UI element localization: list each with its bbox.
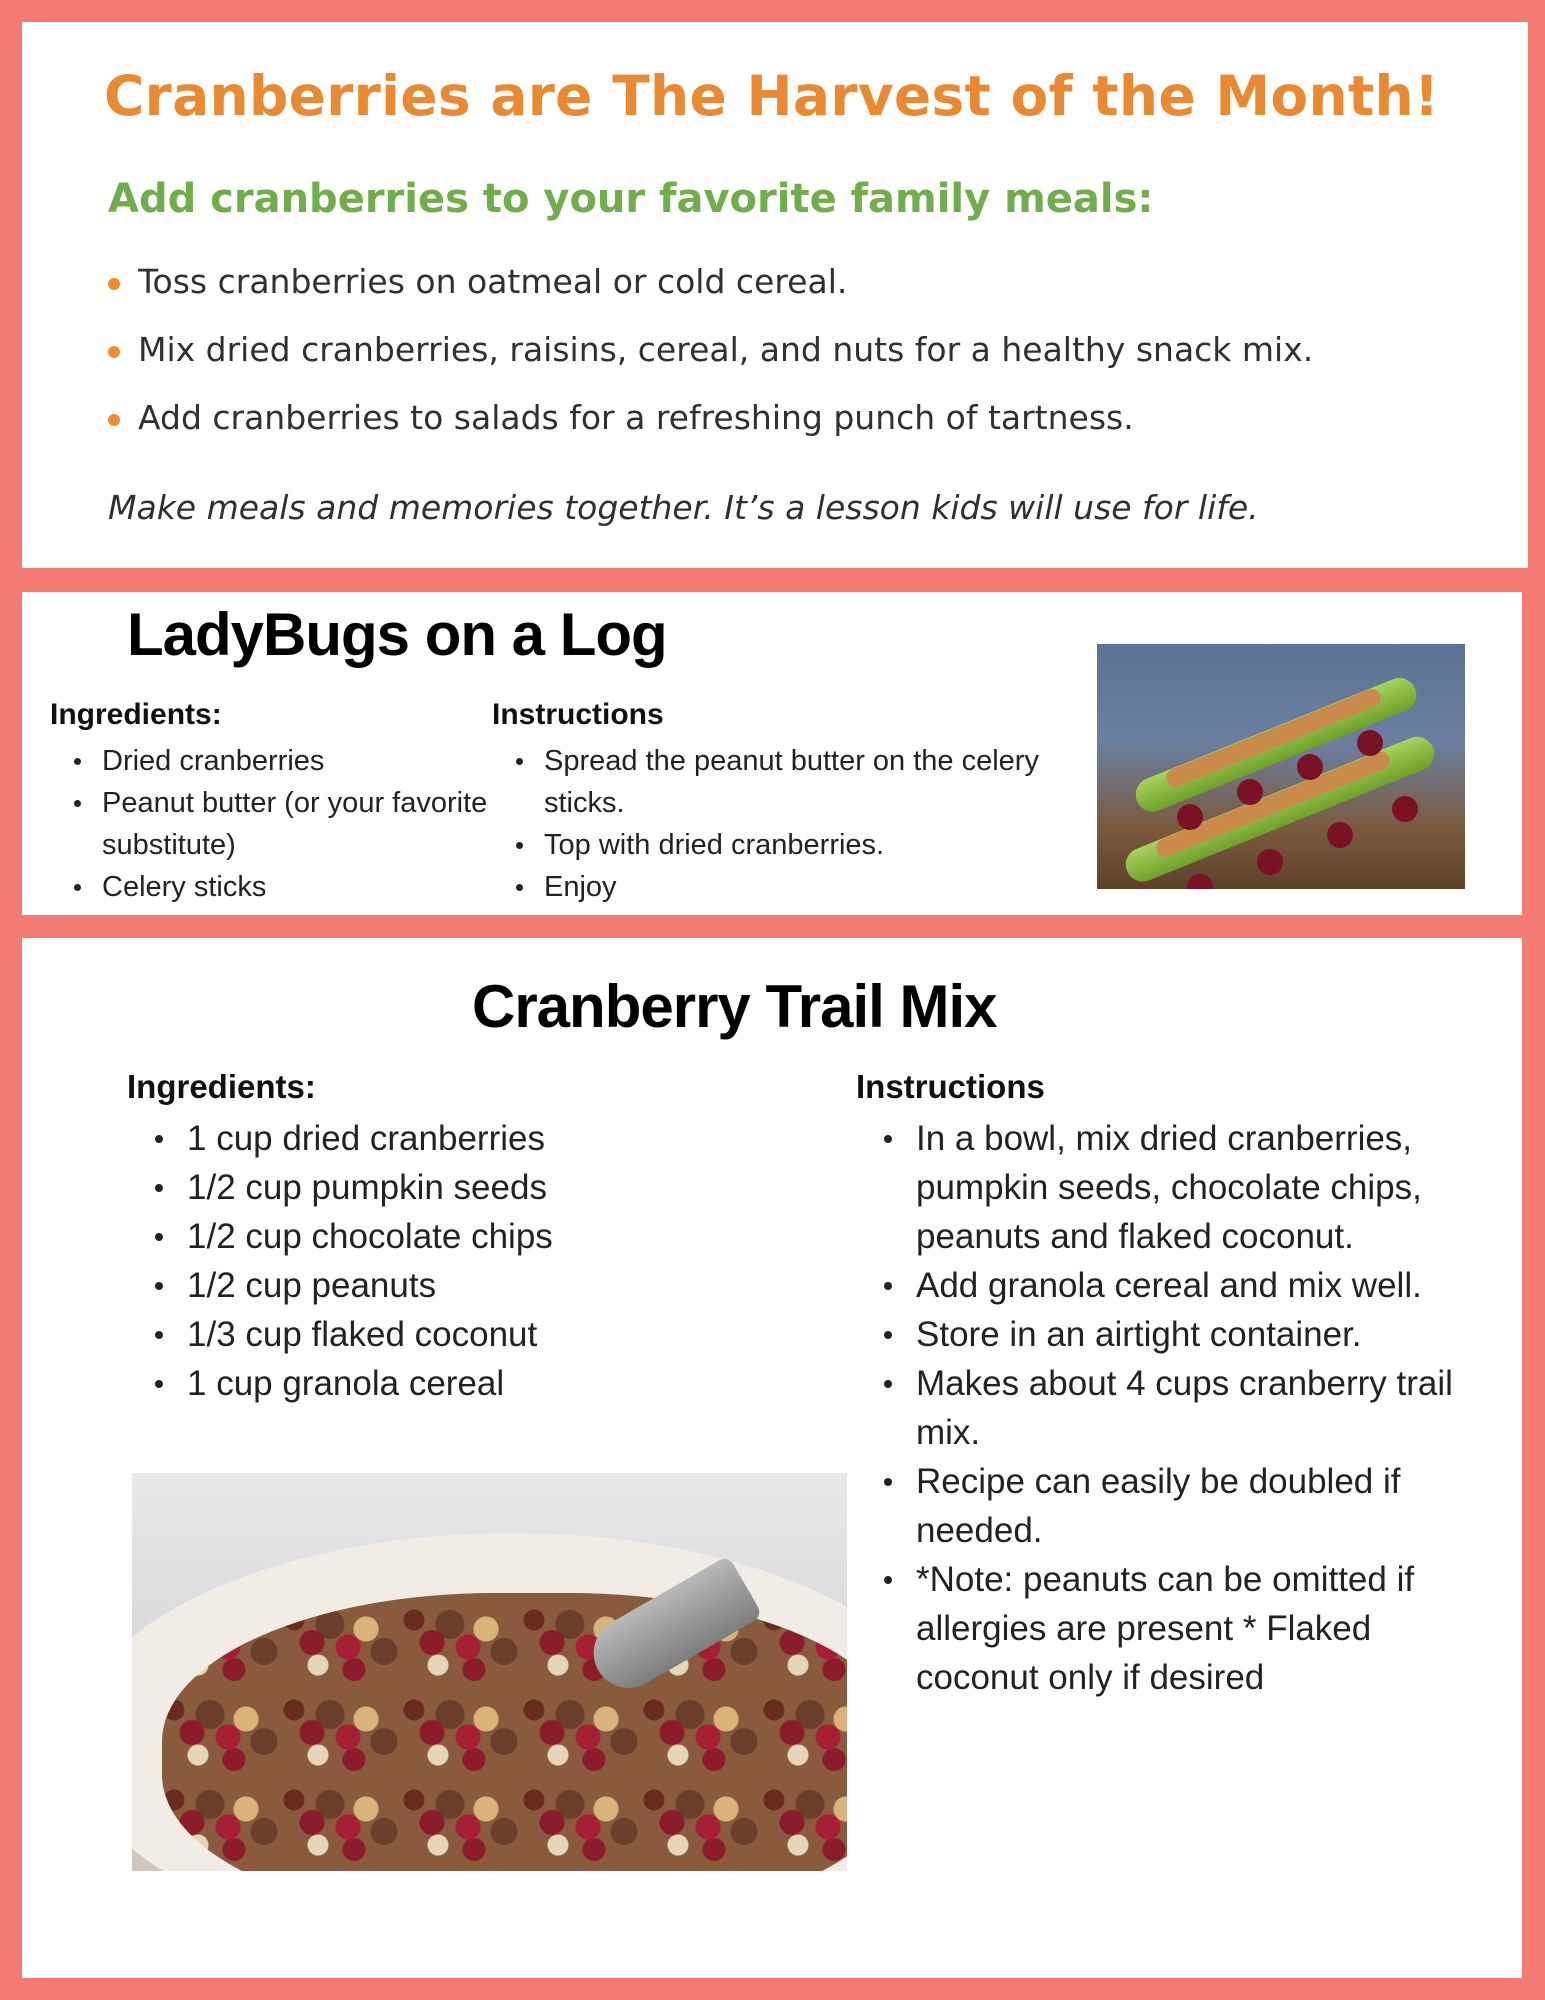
trailmix-title: Cranberry Trail Mix xyxy=(472,973,997,1040)
tip-text: Add cranberries to salads for a refreshing punch of tartness. xyxy=(138,398,1134,437)
trailmix-ingredients-list xyxy=(127,1114,727,1408)
ingredient-item: 1/2 cup chocolate chips xyxy=(127,1212,727,1261)
ladybugs-photo xyxy=(1097,644,1465,889)
ladybugs-ingredients-list xyxy=(50,740,490,908)
trailmix-ingredients-heading: Ingredients: xyxy=(127,1068,316,1105)
ladybugs-ingredients-heading: Ingredients: xyxy=(50,698,222,731)
instruction-item: Spread the peanut butter on the celery sticks. xyxy=(492,740,1072,824)
ingredient-item: Dried cranberries xyxy=(50,740,490,782)
bullet-dot-icon xyxy=(108,414,120,426)
bullet-dot-icon xyxy=(108,278,120,290)
instruction-item: Top with dried cranberries. xyxy=(492,824,1072,866)
harvest-intro-panel xyxy=(22,22,1528,568)
instruction-item: Makes about 4 cups cranberry trail mix. xyxy=(856,1359,1456,1457)
tip-item xyxy=(108,330,1313,398)
instruction-item: Add granola cereal and mix well. xyxy=(856,1261,1456,1310)
tip-item xyxy=(108,398,1313,466)
instruction-item: *Note: peanuts can be omitted if allergies are present * Flaked coconut only if desired xyxy=(856,1555,1456,1702)
instruction-item: In a bowl, mix dried cranberries, pumpkin seeds, chocolate chips, peanuts and flaked coconut. xyxy=(856,1114,1456,1261)
ingredient-item: Peanut butter (or your favorite substitute) xyxy=(50,782,490,866)
instruction-item: Recipe can easily be doubled if needed. xyxy=(856,1457,1456,1555)
harvest-headline: Cranberries are The Harvest of the Month! xyxy=(104,64,1440,128)
ladybugs-instructions-list xyxy=(492,740,1072,908)
trailmix-photo xyxy=(132,1473,847,1871)
ingredient-item: 1/3 cup flaked coconut xyxy=(127,1310,727,1359)
ingredient-item: 1/2 cup peanuts xyxy=(127,1261,727,1310)
tip-text: Mix dried cranberries, raisins, cereal, and nuts for a healthy snack mix. xyxy=(138,330,1314,369)
tip-item xyxy=(108,262,1313,330)
trailmix-instructions-heading: Instructions xyxy=(856,1068,1045,1105)
ingredient-item: 1/2 cup pumpkin seeds xyxy=(127,1163,727,1212)
trailmix-instructions-list xyxy=(856,1114,1456,1702)
instruction-item: Store in an airtight container. xyxy=(856,1310,1456,1359)
ingredient-item: Celery sticks xyxy=(50,866,490,908)
tips-list xyxy=(108,262,1313,466)
trailmix-recipe-panel xyxy=(22,938,1522,1978)
family-meals-subhead: Add cranberries to your favorite family meals: xyxy=(108,176,1154,222)
ingredient-item: 1 cup dried cranberries xyxy=(127,1114,727,1163)
ladybugs-title: LadyBugs on a Log xyxy=(127,601,667,668)
ladybugs-instructions-heading: Instructions xyxy=(492,698,664,731)
instruction-item: Enjoy xyxy=(492,866,1072,908)
tagline: Make meals and memories together. It’s a lesson kids will use for life. xyxy=(108,488,1259,527)
bullet-dot-icon xyxy=(108,346,120,358)
tip-text: Toss cranberries on oatmeal or cold cereal. xyxy=(138,262,848,301)
ingredient-item: 1 cup granola cereal xyxy=(127,1359,727,1408)
ladybugs-recipe-panel xyxy=(22,592,1522,915)
